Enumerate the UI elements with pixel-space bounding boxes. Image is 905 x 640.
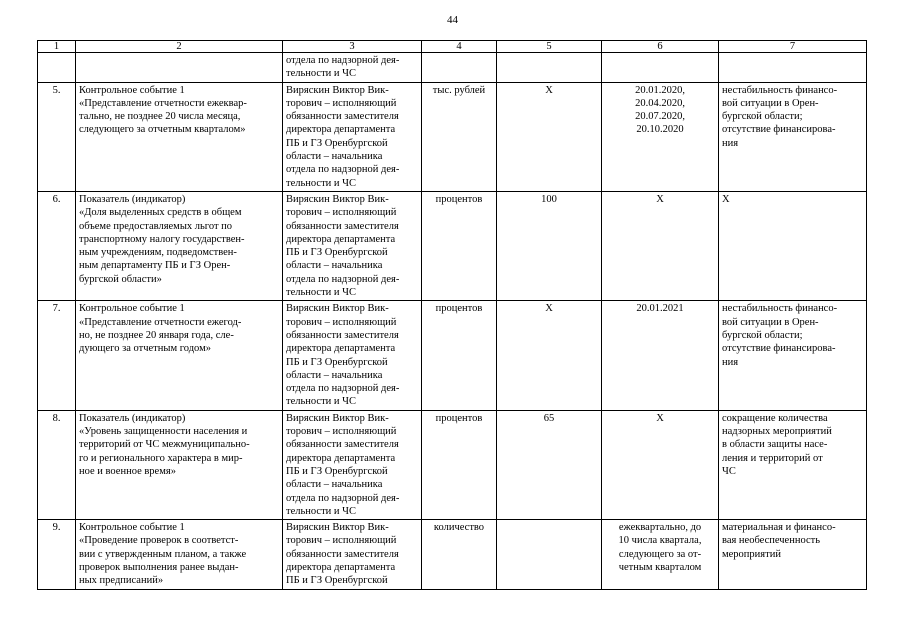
cell-line: следующего за отчетным кварталом» [79, 124, 246, 136]
unit-cell: процентов [422, 301, 497, 410]
cell-line: следующего за от- [618, 548, 702, 560]
cell-line: бургской области» [79, 273, 162, 285]
value-cell: X [497, 301, 602, 410]
description-cell [76, 301, 283, 410]
unit-cell: количество [422, 520, 497, 589]
cell-line: ежеквартально, до [618, 522, 702, 534]
cell-line: отсутствие финансирова- [722, 343, 836, 355]
cell-line: обязанности заместителя [286, 220, 399, 232]
row-number-cell: 7. [38, 301, 76, 410]
cell-line: ПБ и ГЗ Оренбургской [286, 247, 388, 259]
table-row [38, 520, 867, 589]
cell-line: тально, не позднее 20 числа месяца, [79, 111, 241, 123]
cell-line: Контрольное событие 1 [79, 84, 185, 96]
cell-line: Виряскин Виктор Вик- [286, 193, 389, 205]
cell-line: тельности и ЧС [286, 287, 356, 299]
row-number-cell: 8. [38, 410, 76, 519]
cell-line: области – начальника [286, 260, 383, 272]
value-cell: 100 [497, 191, 602, 300]
cell-line: ное и военное время» [79, 465, 176, 477]
row-number-cell [38, 53, 76, 83]
cell-line: го и регионального характера в мир- [79, 452, 243, 464]
responsible-cell [283, 520, 422, 589]
value-cell [497, 520, 602, 589]
cell-line: 20.10.2020 [636, 124, 684, 136]
cell-line: «Проведение проверок в соответст- [79, 535, 239, 547]
cell-line: X [656, 193, 664, 205]
cell-line: Виряскин Виктор Вик- [286, 522, 389, 534]
cell-line: отдела по надзорной дея- [286, 273, 400, 285]
cell-line: области – начальника [286, 151, 383, 163]
table-row [38, 53, 867, 83]
cell-line: обязанности заместителя [286, 329, 399, 341]
cell-line: ПБ и ГЗ Оренбургской [286, 356, 388, 368]
cell-line: транспортному налогу государствен- [79, 233, 245, 245]
cell-line: материальная и финансо- [722, 522, 836, 534]
cell-line: Виряскин Виктор Вик- [286, 303, 389, 315]
cell-line: Показатель (индикатор) [79, 412, 186, 424]
date-cell [602, 410, 719, 519]
cell-line: ления и территорий от [722, 452, 823, 464]
cell-line: директора департамента [286, 233, 396, 245]
header-cell: 6 [602, 41, 719, 53]
cell-line: директора департамента [286, 124, 396, 136]
cell-line: ПБ и ГЗ Оренбургской [286, 465, 388, 477]
responsible-cell [283, 191, 422, 300]
cell-line: мероприятий [722, 548, 781, 560]
cell-line: бургской области; [722, 329, 803, 341]
cell-line: 20.04.2020, [635, 97, 685, 109]
risk-cell [719, 410, 867, 519]
cell-line: ния [722, 137, 739, 149]
cell-line: вой ситуации в Орен- [722, 97, 819, 109]
header-cell: 7 [719, 41, 867, 53]
cell-line: отдела по надзорной дея- [286, 55, 400, 66]
cell-line: тельности и ЧС [286, 505, 356, 517]
cell-line: территорий от ЧС межмуниципально- [79, 439, 250, 451]
date-cell [602, 520, 719, 589]
cell-line: директора департамента [286, 343, 396, 355]
cell-line: Контрольное событие 1 [79, 522, 185, 534]
column-number-header [38, 41, 867, 53]
cell-line: но, не позднее 20 января года, сле- [79, 329, 234, 341]
responsible-cell [283, 53, 422, 83]
table-row [38, 82, 867, 191]
row-number-cell: 9. [38, 520, 76, 589]
cell-line: тельности и ЧС [286, 68, 356, 80]
cell-line: Виряскин Виктор Вик- [286, 412, 389, 424]
description-cell [76, 410, 283, 519]
cell-line: дующего за отчетным годом» [79, 343, 211, 355]
cell-line: ПБ и ГЗ Оренбургской [286, 137, 388, 149]
cell-line: вой ситуации в Орен- [722, 316, 819, 328]
cell-line: Виряскин Виктор Вик- [286, 84, 389, 96]
cell-line: 10 числа квартала, [618, 535, 702, 547]
risk-cell [719, 191, 867, 300]
cell-line: торович – исполняющий [286, 535, 397, 547]
cell-line: Показатель (индикатор) [79, 193, 186, 205]
risk-cell [719, 301, 867, 410]
value-cell: 65 [497, 410, 602, 519]
cell-line: бургской области; [722, 111, 803, 123]
cell-line: надзорных мероприятий [722, 426, 832, 438]
unit-cell: тыс. рублей [422, 82, 497, 191]
cell-line: директора департамента [286, 561, 396, 573]
table-row [38, 301, 867, 410]
cell-line: Контрольное событие 1 [79, 303, 185, 315]
cell-line: отсутствие финансирова- [722, 124, 836, 136]
cell-line: обязанности заместителя [286, 548, 399, 560]
cell-line: ных предписаний» [79, 575, 164, 587]
cell-line: ПБ и ГЗ Оренбургской [286, 575, 388, 587]
cell-line: «Доля выделенных средств в общем [79, 207, 242, 219]
row-number-cell: 5. [38, 82, 76, 191]
cell-line: нестабильность финансо- [722, 303, 838, 315]
cell-line: в области защиты насе- [722, 439, 828, 451]
description-cell [76, 191, 283, 300]
date-cell [602, 82, 719, 191]
cell-line: ЧС [722, 465, 736, 477]
cell-line: тельности и ЧС [286, 396, 356, 408]
cell-line: области – начальника [286, 479, 383, 491]
description-cell [76, 82, 283, 191]
cell-line: «Уровень защищенности населения и [79, 426, 248, 438]
description-cell [76, 520, 283, 589]
date-cell [602, 53, 719, 83]
cell-line: «Представление отчетности ежеквар- [79, 97, 247, 109]
cell-line: сокращение количества [722, 412, 828, 424]
cell-line: торович – исполняющий [286, 426, 397, 438]
cell-line: торович – исполняющий [286, 207, 397, 219]
cell-line: 20.01.2020, [635, 84, 685, 96]
cell-line: четным кварталом [618, 561, 702, 573]
cell-line: ния [722, 356, 739, 368]
table-row [38, 191, 867, 300]
description-cell [76, 53, 283, 83]
value-cell: X [497, 82, 602, 191]
header-cell: 2 [76, 41, 283, 53]
date-cell [602, 191, 719, 300]
value-cell [497, 53, 602, 83]
table-row [38, 410, 867, 519]
risk-cell [719, 82, 867, 191]
report-table [37, 40, 867, 590]
cell-line: вая необеспеченность [722, 535, 820, 547]
unit-cell [422, 53, 497, 83]
responsible-cell [283, 410, 422, 519]
cell-line: торович – исполняющий [286, 97, 397, 109]
cell-line: отдела по надзорной дея- [286, 164, 400, 176]
date-cell [602, 301, 719, 410]
cell-line: 20.01.2021 [636, 303, 684, 315]
cell-line: «Представление отчетности ежегод- [79, 316, 242, 328]
cell-line: обязанности заместителя [286, 439, 399, 451]
risk-cell [719, 53, 867, 83]
cell-line: ным учреждениям, подведомствен- [79, 247, 237, 259]
cell-line: X [722, 193, 730, 205]
risk-cell [719, 520, 867, 589]
header-cell: 1 [38, 41, 76, 53]
cell-line: вии с утвержденным планом, а также [79, 548, 247, 560]
cell-line: объеме предоставляемых льгот по [79, 220, 233, 232]
page-number: 44 [447, 14, 458, 26]
responsible-cell [283, 82, 422, 191]
cell-line: тельности и ЧС [286, 177, 356, 189]
header-cell: 4 [422, 41, 497, 53]
unit-cell: процентов [422, 191, 497, 300]
unit-cell: процентов [422, 410, 497, 519]
cell-line: ным департаменту ПБ и ГЗ Орен- [79, 260, 231, 272]
header-cell: 3 [283, 41, 422, 53]
cell-line: нестабильность финансо- [722, 84, 838, 96]
responsible-cell [283, 301, 422, 410]
cell-line: обязанности заместителя [286, 111, 399, 123]
cell-line: 20.07.2020, [635, 111, 685, 123]
header-cell: 5 [497, 41, 602, 53]
cell-line: проверок выполнения ранее выдан- [79, 561, 239, 573]
cell-line: области – начальника [286, 369, 383, 381]
row-number-cell: 6. [38, 191, 76, 300]
cell-line: директора департамента [286, 452, 396, 464]
cell-line: торович – исполняющий [286, 316, 397, 328]
cell-line: X [656, 412, 664, 424]
cell-line: отдела по надзорной дея- [286, 383, 400, 395]
cell-line: отдела по надзорной дея- [286, 492, 400, 504]
